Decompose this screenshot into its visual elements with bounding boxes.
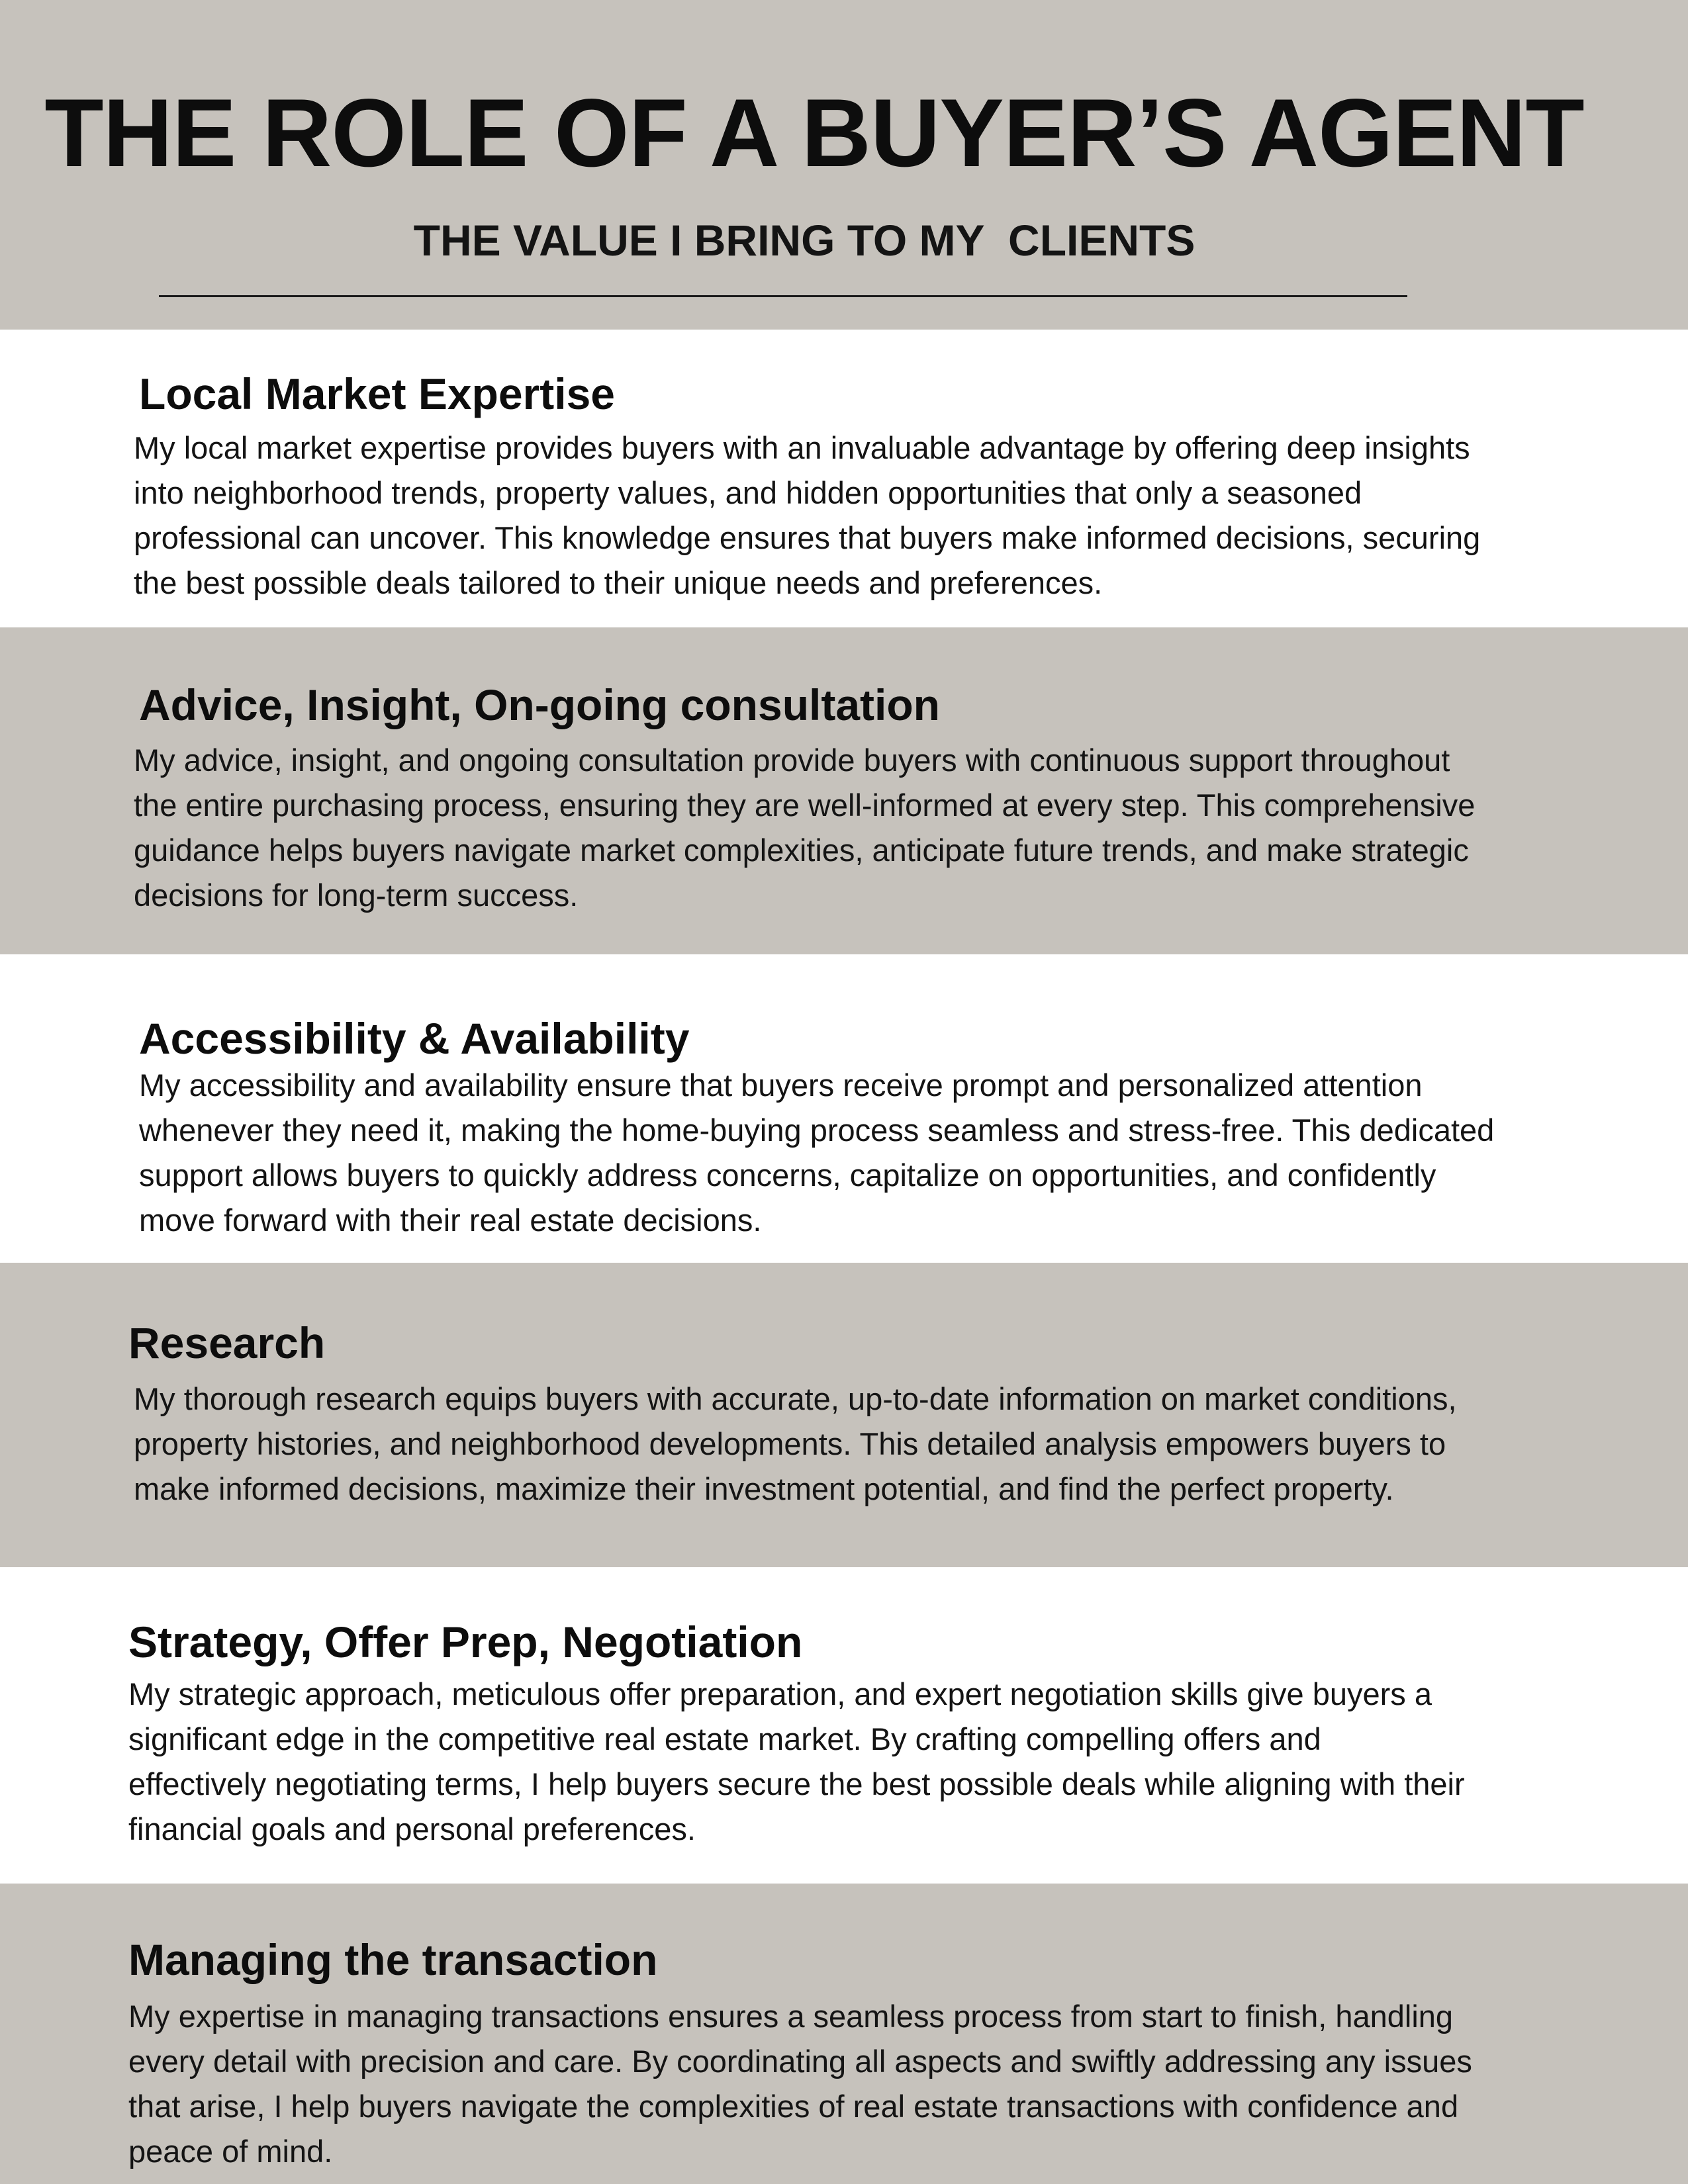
section-body bbox=[134, 1377, 1457, 1512]
section-local-market-expertise bbox=[0, 330, 1688, 627]
section-strategy-offer-negotiation bbox=[0, 1567, 1688, 1884]
body-line: effectively negotiating terms, I help buyers secure the best possible deals while aligning with their bbox=[128, 1766, 1465, 1801]
section-research bbox=[0, 1263, 1688, 1567]
section-heading: Strategy, Offer Prep, Negotiation bbox=[128, 1617, 803, 1666]
section-heading: Local Market Expertise bbox=[139, 369, 615, 418]
body-line: move forward with their real estate decisions. bbox=[139, 1203, 762, 1238]
body-line: guidance helps buyers navigate market complexities, anticipate future trends, and make strategic bbox=[134, 833, 1469, 868]
page-subtitle: THE VALUE I BRING TO MY CLIENTS bbox=[413, 216, 1196, 265]
body-line: peace of mind. bbox=[128, 2134, 333, 2169]
body-line: into neighborhood trends, property values, and hidden opportunities that only a seasoned bbox=[134, 475, 1362, 510]
section-heading: Accessibility & Availability bbox=[139, 1014, 690, 1063]
body-line: financial goals and personal preferences. bbox=[128, 1811, 696, 1846]
body-line: property histories, and neighborhood developments. This detailed analysis empowers buyers to bbox=[134, 1426, 1446, 1461]
section-body bbox=[128, 1672, 1465, 1852]
section-managing-transaction bbox=[0, 1884, 1688, 2184]
body-line: that arise, I help buyers navigate the complexities of real estate transactions with confidence and bbox=[128, 2089, 1459, 2124]
body-line: support allows buyers to quickly address concerns, capitalize on opportunities, and confidently bbox=[139, 1158, 1436, 1193]
section-heading: Managing the transaction bbox=[128, 1935, 658, 1984]
body-line: the best possible deals tailored to their unique needs and preferences. bbox=[134, 565, 1103, 600]
body-line: My strategic approach, meticulous offer preparation, and expert negotiation skills give buyers a bbox=[128, 1676, 1432, 1711]
body-line: make informed decisions, maximize their investment potential, and find the perfect property. bbox=[134, 1471, 1394, 1506]
body-line: significant edge in the competitive real estate market. By crafting compelling offers and bbox=[128, 1721, 1321, 1756]
body-line: My local market expertise provides buyers with an invaluable advantage by offering deep insights bbox=[134, 430, 1470, 465]
page-title: THE ROLE OF A BUYER’S AGENT bbox=[44, 79, 1584, 187]
body-line: My accessibility and availability ensure that buyers receive prompt and personalized attention bbox=[139, 1068, 1423, 1103]
section-body bbox=[134, 426, 1480, 606]
header-divider bbox=[159, 295, 1407, 297]
body-line: whenever they need it, making the home-buying process seamless and stress-free. This dedicated bbox=[139, 1113, 1495, 1148]
body-line: professional can uncover. This knowledge ensures that buyers make informed decisions, securing bbox=[134, 520, 1481, 555]
section-body bbox=[134, 738, 1475, 918]
body-line: every detail with precision and care. By coordinating all aspects and swiftly addressing any issues bbox=[128, 2044, 1472, 2079]
body-line: My thorough research equips buyers with accurate, up-to-date information on market conditions, bbox=[134, 1381, 1457, 1416]
section-accessibility-availability bbox=[0, 954, 1688, 1263]
body-line: My advice, insight, and ongoing consultation provide buyers with continuous support throughout bbox=[134, 743, 1450, 778]
section-body bbox=[128, 1994, 1472, 2174]
header-band bbox=[0, 0, 1688, 330]
body-line: My expertise in managing transactions ensures a seamless process from start to finish, handling bbox=[128, 1999, 1454, 2034]
section-body bbox=[139, 1063, 1494, 1243]
section-heading: Advice, Insight, On-going consultation bbox=[139, 680, 940, 729]
section-advice-insight bbox=[0, 627, 1688, 954]
body-line: the entire purchasing process, ensuring they are well-informed at every step. This comprehensive bbox=[134, 788, 1476, 823]
section-heading: Research bbox=[128, 1318, 326, 1367]
body-line: decisions for long-term success. bbox=[134, 878, 579, 913]
